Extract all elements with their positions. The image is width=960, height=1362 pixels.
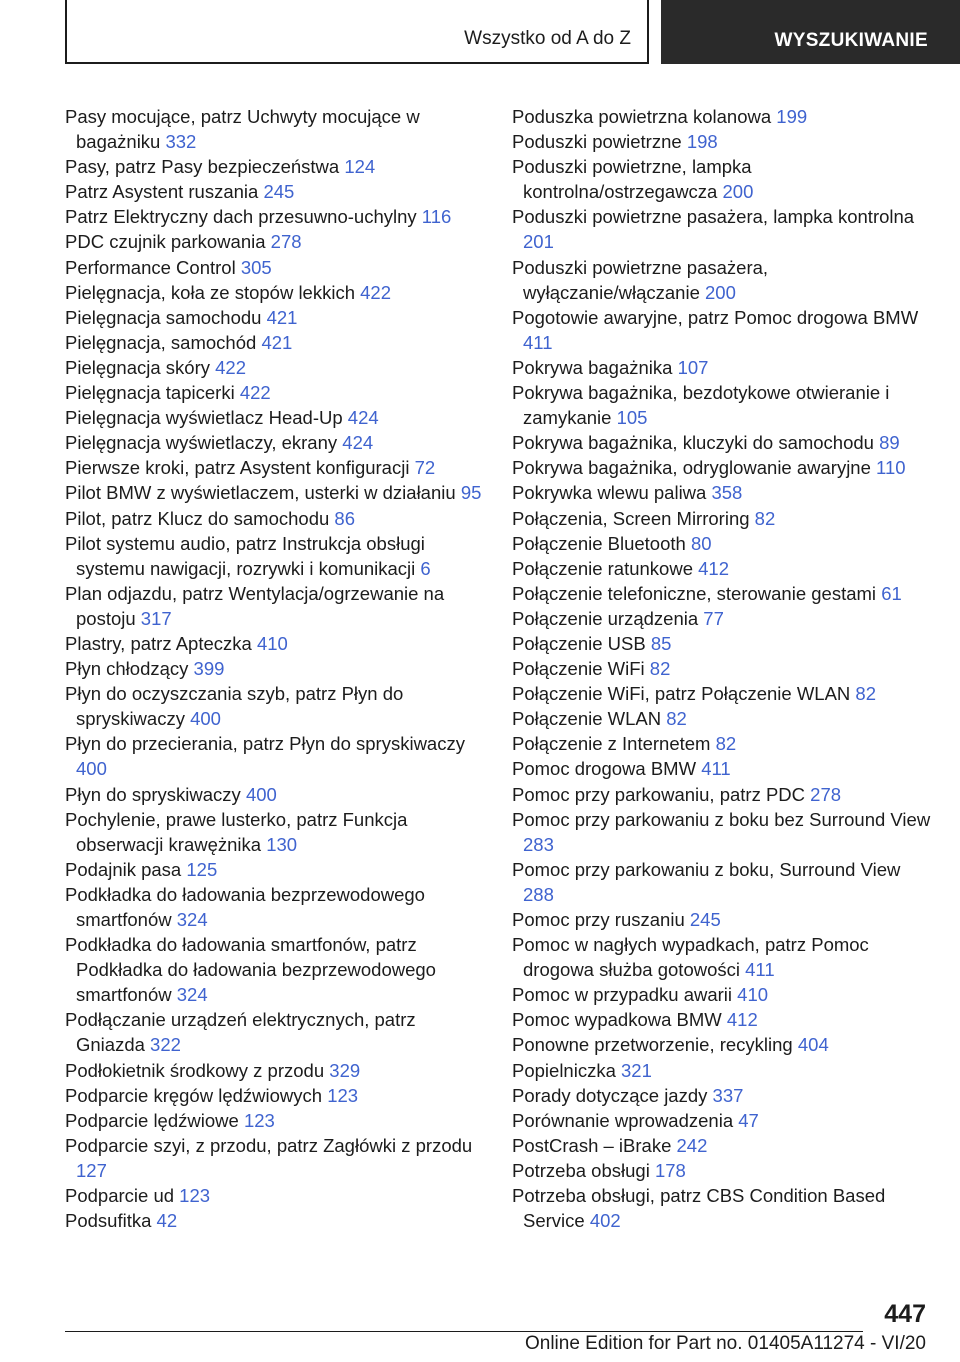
page-link[interactable]: 199 (776, 106, 808, 127)
index-term: Podkładka do ładowania bezprzewodowego smartfonów (65, 883, 425, 930)
index-column-right (512, 104, 932, 1233)
index-entry (65, 204, 485, 229)
index-term: Połączenie WiFi, patrz Połączenie WLAN (512, 683, 851, 705)
page-link[interactable]: 77 (703, 607, 724, 629)
index-entry (512, 807, 932, 857)
index-term: Połączenie WLAN (512, 708, 662, 730)
page-link[interactable]: 82 (754, 507, 776, 529)
index-term: Pokrywa bagażnika, kluczyki do samochodu (512, 432, 874, 454)
index-term: Pomoc drogowa BMW (512, 758, 697, 780)
section-tab[interactable] (65, 0, 649, 64)
page-link[interactable]: 123 (327, 1084, 359, 1106)
page-link[interactable]: 47 (738, 1109, 759, 1131)
index-entry (512, 255, 932, 305)
index-entry (512, 556, 932, 581)
index-term: Poduszki powietrzne pasażera, lampka kontrolna (512, 206, 915, 228)
index-entry (512, 1083, 932, 1108)
index-entry (512, 932, 932, 982)
page-link[interactable]: 411 (701, 758, 731, 780)
page-link[interactable]: 110 (876, 457, 906, 479)
index-term: Pogotowie awaryjne, patrz Pomoc drogowa BMW (512, 306, 919, 328)
index-term: Pomoc w przypadku awarii (512, 984, 733, 1006)
index-entry (512, 782, 932, 807)
index-term: Połączenie WiFi (512, 658, 645, 680)
index-entry (512, 129, 932, 154)
index-entry (65, 882, 485, 932)
index-entry (512, 1058, 932, 1083)
index-term: Pielęgnacja tapicerki (65, 382, 235, 404)
page-link[interactable]: 198 (686, 131, 718, 153)
index-entry (65, 229, 485, 254)
index-term: Patrz Asystent ruszania (65, 181, 259, 203)
page-link[interactable]: 200 (705, 281, 736, 303)
page-link[interactable]: 422 (215, 356, 247, 378)
page-link[interactable]: 317 (140, 607, 172, 629)
page-link[interactable]: 86 (334, 507, 355, 529)
index-entry (65, 782, 485, 807)
index-term: Pomoc przy parkowaniu z boku bez Surround View (512, 808, 931, 830)
index-entry (65, 1108, 485, 1133)
index-entry (512, 1133, 932, 1158)
page-link[interactable]: 61 (881, 582, 902, 604)
page-link[interactable]: 107 (677, 356, 709, 378)
index-term: Podajnik pasa (65, 858, 182, 880)
index-term: Pielęgnacja wyświetlaczy, ekrany (65, 432, 338, 454)
index-term: Pilot systemu audio, patrz Instrukcja obsługi systemu nawigacji, rozrywki i komunikacji (65, 532, 425, 579)
index-term: Pochylenie, prawe lusterko, patrz Funkcja obserwacji krawężnika (65, 808, 408, 855)
index-entry (65, 255, 485, 280)
index-entry (65, 355, 485, 380)
index-term: PostCrash – iBrake (512, 1134, 672, 1156)
index-entry (512, 104, 932, 129)
index-entry (65, 430, 485, 455)
index-entry (65, 932, 485, 1007)
footer-edition: Online Edition for Part no. 01405A11274 - VI/20 (524, 1333, 926, 1354)
index-term: Połączenia, Screen Mirroring (512, 507, 750, 529)
index-term: Pomoc przy ruszaniu (512, 909, 685, 930)
page-link[interactable]: 245 (263, 181, 295, 203)
index-entry (512, 681, 932, 706)
index-term: Płyn do oczyszczania szyb, patrz Płyn do spryskiwaczy (65, 683, 404, 730)
index-entry (512, 204, 932, 254)
index-entry (512, 480, 932, 505)
page-link[interactable]: 412 (698, 557, 730, 579)
index-entry (512, 531, 932, 556)
footer-divider (65, 1331, 863, 1332)
index-term: Pokrywa bagażnika, odryglowanie awaryjne (512, 457, 871, 479)
page-link[interactable]: 305 (240, 256, 272, 278)
index-term: Poduszki powietrzne (512, 131, 682, 153)
page-link[interactable]: 400 (190, 708, 221, 730)
index-entry (65, 656, 485, 681)
index-term: Pielęgnacja, samochód (65, 331, 257, 353)
index-term: Pokrywa bagażnika, bezdotykowe otwieranie i zamykanie (512, 382, 890, 429)
page-link[interactable]: 412 (726, 1009, 758, 1031)
index-entry (512, 656, 932, 681)
index-term: Pielęgnacja samochodu (65, 306, 262, 328)
index-term: Płyn chłodzący (65, 658, 189, 680)
index-entry (65, 581, 485, 631)
index-term: Pokrywa bagażnika (512, 356, 673, 378)
index-entry (512, 756, 932, 781)
search-tab-label: WYSZUKIWANIE (774, 30, 928, 51)
page-link[interactable]: 278 (270, 231, 302, 253)
index-term: PDC czujnik parkowania (65, 231, 266, 253)
index-term: Pielęgnacja wyświetlacz Head-Up (65, 407, 343, 429)
page-link[interactable]: 402 (589, 1210, 621, 1232)
index-term: Połączenie z Internetem (512, 733, 711, 755)
index-entry (512, 154, 932, 204)
page-link[interactable]: 324 (176, 909, 208, 930)
index-term: Połączenie telefoniczne, sterowanie gestami (512, 582, 877, 604)
index-entry (512, 606, 932, 631)
index-term: Porady dotyczące jazdy (512, 1084, 708, 1106)
page-link[interactable]: 6 (420, 557, 431, 579)
index-entry (512, 907, 932, 932)
index-term: Połączenie ratunkowe (512, 557, 693, 579)
index-entry (65, 330, 485, 355)
page-link[interactable]: 82 (715, 733, 737, 755)
page-link[interactable]: 200 (722, 181, 754, 203)
page-link[interactable]: 178 (654, 1159, 686, 1181)
index-entry (65, 179, 485, 204)
page-link[interactable]: 411 (523, 331, 553, 353)
index-term: Pomoc w nagłych wypadkach, patrz Pomoc drogowa służba gotowości (512, 934, 869, 981)
index-term: Pierwsze kroki, patrz Asystent konfiguracji (65, 457, 410, 479)
page-link[interactable]: 324 (176, 984, 208, 1006)
index-entry (512, 631, 932, 656)
page-link[interactable]: 123 (179, 1185, 211, 1207)
page-link[interactable]: 105 (616, 407, 648, 429)
page-link[interactable]: 424 (342, 432, 374, 454)
index-entry (65, 1058, 485, 1083)
page-number: 447 (884, 1300, 926, 1328)
index-entry (65, 1083, 485, 1108)
page-link[interactable]: 82 (855, 683, 876, 705)
page-link[interactable]: 321 (621, 1059, 652, 1081)
index-entry (512, 982, 932, 1007)
index-term: Podłączanie urządzeń elektrycznych, patrz Gniazda (65, 1009, 416, 1056)
index-term: Poduszki powietrzne, lampka kontrolna/ostrzegawcza (512, 156, 752, 203)
page-link[interactable]: 95 (460, 482, 482, 504)
index-entry (512, 1108, 932, 1133)
index-term: Płyn do przecierania, patrz Płyn do spryskiwaczy (65, 733, 465, 755)
index-entry (65, 1208, 485, 1233)
page-link[interactable]: 42 (156, 1210, 178, 1232)
page-link[interactable]: 85 (650, 632, 672, 654)
search-tab-active[interactable] (661, 0, 960, 64)
page-link[interactable]: 410 (737, 984, 769, 1006)
index-entry (65, 857, 485, 882)
page-link[interactable]: 329 (329, 1059, 361, 1081)
index-entry (65, 280, 485, 305)
index-entry (65, 380, 485, 405)
index-entry (65, 1183, 485, 1208)
page-link[interactable]: 89 (879, 432, 900, 454)
index-term: Pilot BMW z wyświetlaczem, usterki w działaniu (65, 482, 456, 504)
index-term: Plan odjazdu, patrz Wentylacja/ogrzewanie na postoju (65, 582, 445, 629)
index-entry (65, 506, 485, 531)
page-link[interactable]: 201 (523, 231, 554, 253)
page-link[interactable]: 130 (266, 833, 298, 855)
index-entry (65, 104, 485, 154)
index-entry (512, 1007, 932, 1032)
page-link[interactable]: 400 (245, 783, 277, 805)
index-term: Pomoc wypadkowa BMW (512, 1009, 722, 1031)
index-term: Patrz Elektryczny dach przesuwno-uchylny (65, 206, 417, 228)
index-term: Pasy mocujące, patrz Uchwyty mocujące w bagażniku (65, 106, 420, 153)
index-entry (512, 857, 932, 907)
page-link[interactable]: 422 (239, 382, 271, 404)
page-link[interactable]: 421 (261, 331, 293, 353)
page-link[interactable]: 278 (810, 783, 842, 805)
page-link[interactable]: 125 (186, 858, 218, 880)
index-term: Pasy, patrz Pasy bezpieczeństwa (65, 156, 340, 178)
index-term: Połączenie Bluetooth (512, 532, 686, 554)
index-term: Porównanie wprowadzenia (512, 1109, 734, 1131)
index-entry (65, 731, 485, 781)
page-link[interactable]: 72 (414, 457, 436, 479)
page-link[interactable]: 332 (165, 131, 197, 153)
page-link[interactable]: 127 (76, 1159, 107, 1181)
index-term: Podparcie szyi, z przodu, patrz Zagłówki z przodu (65, 1134, 473, 1156)
index-entry (512, 1158, 932, 1183)
page-link[interactable]: 322 (150, 1034, 181, 1056)
index-column-left (65, 104, 485, 1233)
index-term: Podkładka do ładowania smartfonów, patrz Podkładka do ładowania bezprzewodowego smartfonów (65, 934, 436, 1006)
page-link[interactable]: 404 (797, 1034, 829, 1056)
index-entry (65, 1133, 485, 1183)
index-entry (65, 305, 485, 330)
index-entry (65, 154, 485, 179)
index-term: Podparcie lędźwiowe (65, 1109, 239, 1131)
page-link[interactable]: 80 (690, 532, 712, 554)
index-entry (512, 430, 932, 455)
page-link[interactable]: 422 (360, 281, 392, 303)
index-entry (512, 380, 932, 430)
index-term: Płyn do spryskiwaczy (65, 783, 241, 805)
index-entry (512, 455, 932, 480)
index-entry (512, 581, 932, 606)
index-term: Potrzeba obsługi (512, 1159, 650, 1181)
index-term: Pielęgnacja, koła ze stopów lekkich (65, 281, 355, 303)
index-term: Ponowne przetworzenie, recykling (512, 1034, 793, 1056)
index-entry (512, 506, 932, 531)
page-link[interactable]: 283 (523, 833, 554, 855)
index-entry (512, 355, 932, 380)
index-term: Pokrywka wlewu paliwa (512, 482, 707, 504)
index-term: Połączenie urządzenia (512, 607, 699, 629)
page-link[interactable]: 400 (76, 758, 107, 780)
index-entry (512, 305, 932, 355)
index-entry (65, 1007, 485, 1057)
page-link[interactable]: 82 (649, 658, 671, 680)
index-entry (512, 1032, 932, 1057)
index-term: Pomoc przy parkowaniu, patrz PDC (512, 783, 806, 805)
index-term: Podłokietnik środkowy z przodu (65, 1059, 325, 1081)
page-link[interactable]: 124 (344, 156, 376, 178)
index-entry (65, 531, 485, 581)
index-term: Podparcie ud (65, 1185, 175, 1207)
index-entry (65, 681, 485, 731)
page-link[interactable]: 421 (266, 306, 298, 328)
index-term: Połączenie USB (512, 632, 646, 654)
index-term: Pielęgnacja skóry (65, 356, 210, 378)
section-tab-label: Wszystko od A do Z (464, 28, 631, 49)
page-link[interactable]: 82 (666, 708, 687, 730)
index-entry (512, 1183, 932, 1233)
page-link[interactable]: 123 (243, 1109, 275, 1131)
index-entry (65, 631, 485, 656)
index-term: Poduszka powietrzna kolanowa (512, 106, 772, 127)
index-entry (65, 807, 485, 857)
page-link[interactable]: 399 (193, 658, 225, 680)
page-link[interactable]: 116 (421, 206, 452, 228)
index-entry (512, 706, 932, 731)
index-term: Pilot, patrz Klucz do samochodu (65, 507, 330, 529)
page-link[interactable]: 288 (523, 883, 554, 905)
index-entry (512, 731, 932, 756)
index-entry (65, 405, 485, 430)
index-term: Poduszki powietrzne pasażera, wyłączanie/włączanie (512, 256, 769, 303)
index-term: Plastry, patrz Apteczka (65, 632, 252, 654)
page-link[interactable]: 410 (256, 632, 288, 654)
index-entry (65, 455, 485, 480)
page-link[interactable]: 337 (712, 1084, 744, 1106)
index-term: Performance Control (65, 256, 236, 278)
index-term: Pomoc przy parkowaniu z boku, Surround View (512, 858, 901, 880)
index-term: Potrzeba obsługi, patrz CBS Condition Based Service (512, 1185, 886, 1232)
index-term: Podsufitka (65, 1210, 152, 1232)
index-entry (65, 480, 485, 505)
page-link[interactable]: 245 (689, 909, 721, 930)
page-link[interactable]: 411 (745, 959, 775, 981)
index-term: Podparcie kręgów lędźwiowych (65, 1084, 323, 1106)
page-link[interactable]: 424 (347, 407, 379, 429)
page-link[interactable]: 242 (676, 1134, 708, 1156)
page-link[interactable]: 358 (711, 482, 743, 504)
index-term: Popielniczka (512, 1059, 616, 1081)
